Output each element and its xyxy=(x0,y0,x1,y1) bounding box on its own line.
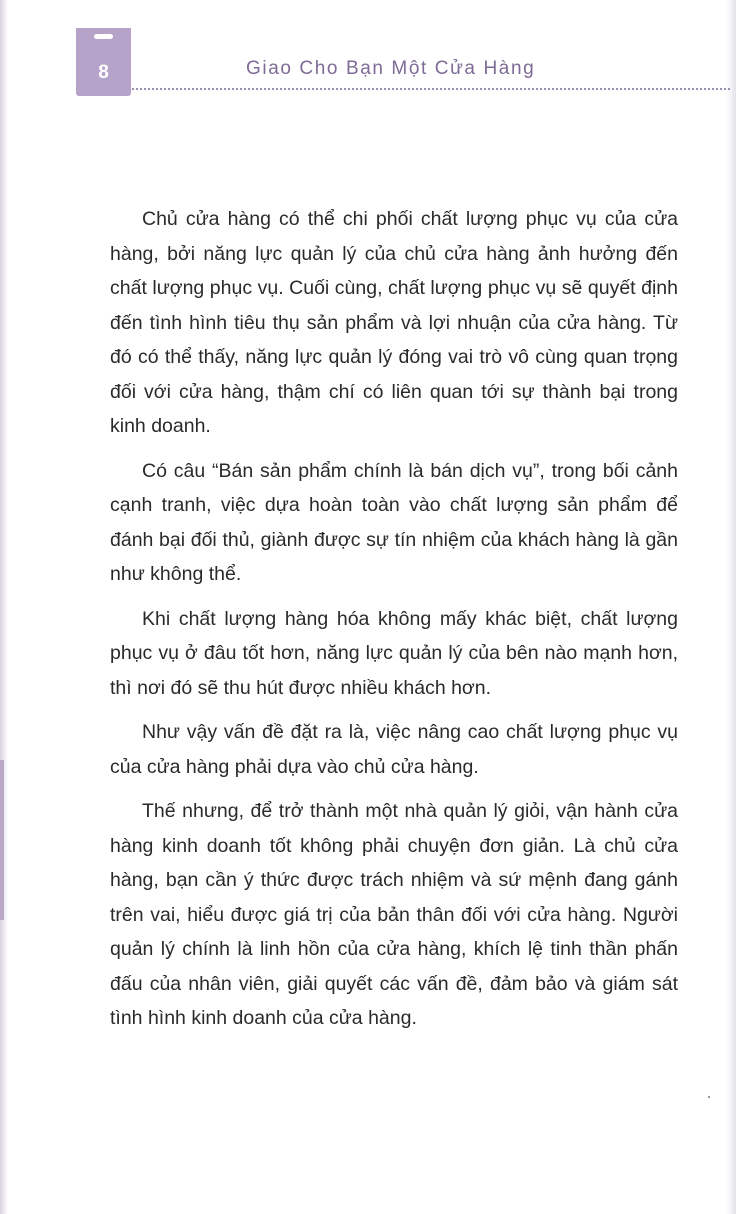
body-text xyxy=(110,202,678,1046)
bag-handle xyxy=(94,34,113,39)
page-edge-shadow xyxy=(726,0,736,1214)
shopping-bag-icon xyxy=(76,28,131,96)
print-mark xyxy=(708,1096,710,1098)
running-title: Giao Cho Bạn Một Cửa Hàng xyxy=(246,58,536,79)
page-number: 8 xyxy=(98,62,109,83)
page-header xyxy=(0,0,736,100)
page-gutter-shadow xyxy=(0,0,8,1214)
header-divider xyxy=(132,88,730,90)
paragraph: Như vậy vấn đề đặt ra là, việc nâng cao chất lượng phục vụ của cửa hàng phải dựa vào chủ cửa hàng. xyxy=(110,721,678,778)
paragraph: Thế nhưng, để trở thành một nhà quản lý giỏi, vận hành cửa hàng kinh doanh tốt không phải chuyện đơn giản. Là chủ cửa hàng, bạn cần ý thức được trách nhiệm và sứ mệnh đang gánh trên vai, hiểu được giá trị của bản thân đối với cửa hàng. Người quản lý chính là linh hồn của cửa hàng, khích lệ tinh thần phấn đấu của nhân viên, giải quyết các vấn đề, đảm bảo và giám sát tình hình kinh doanh của cửa hàng. xyxy=(110,800,678,1029)
page-edge-accent xyxy=(0,760,4,920)
paragraph: Khi chất lượng hàng hóa không mấy khác biệt, chất lượng phục vụ ở đâu tốt hơn, năng lực quản lý của bên nào mạnh hơn, thì nơi đó sẽ thu hút được nhiều khách hơn. xyxy=(110,607,678,699)
paragraph: Chủ cửa hàng có thể chi phối chất lượng phục vụ của cửa hàng, bởi năng lực quản lý của chủ cửa hàng ảnh hưởng đến chất lượng phục vụ. Cuối cùng, chất lượng phục vụ sẽ quyết định đến tình hình tiêu thụ sản phẩm và lợi nhuận của cửa hàng. Từ đó có thể thấy, năng lực quản lý đóng vai trò vô cùng quan trọng đối với cửa hàng, thậm chí có liên quan tới sự thành bại trong kinh doanh. xyxy=(110,208,678,437)
paragraph: Có câu “Bán sản phẩm chính là bán dịch vụ”, trong bối cảnh cạnh tranh, việc dựa hoàn toàn vào chất lượng sản phẩm để đánh bại đối thủ, giành được sự tín nhiệm của khách hàng là gần như không thể. xyxy=(110,459,678,585)
